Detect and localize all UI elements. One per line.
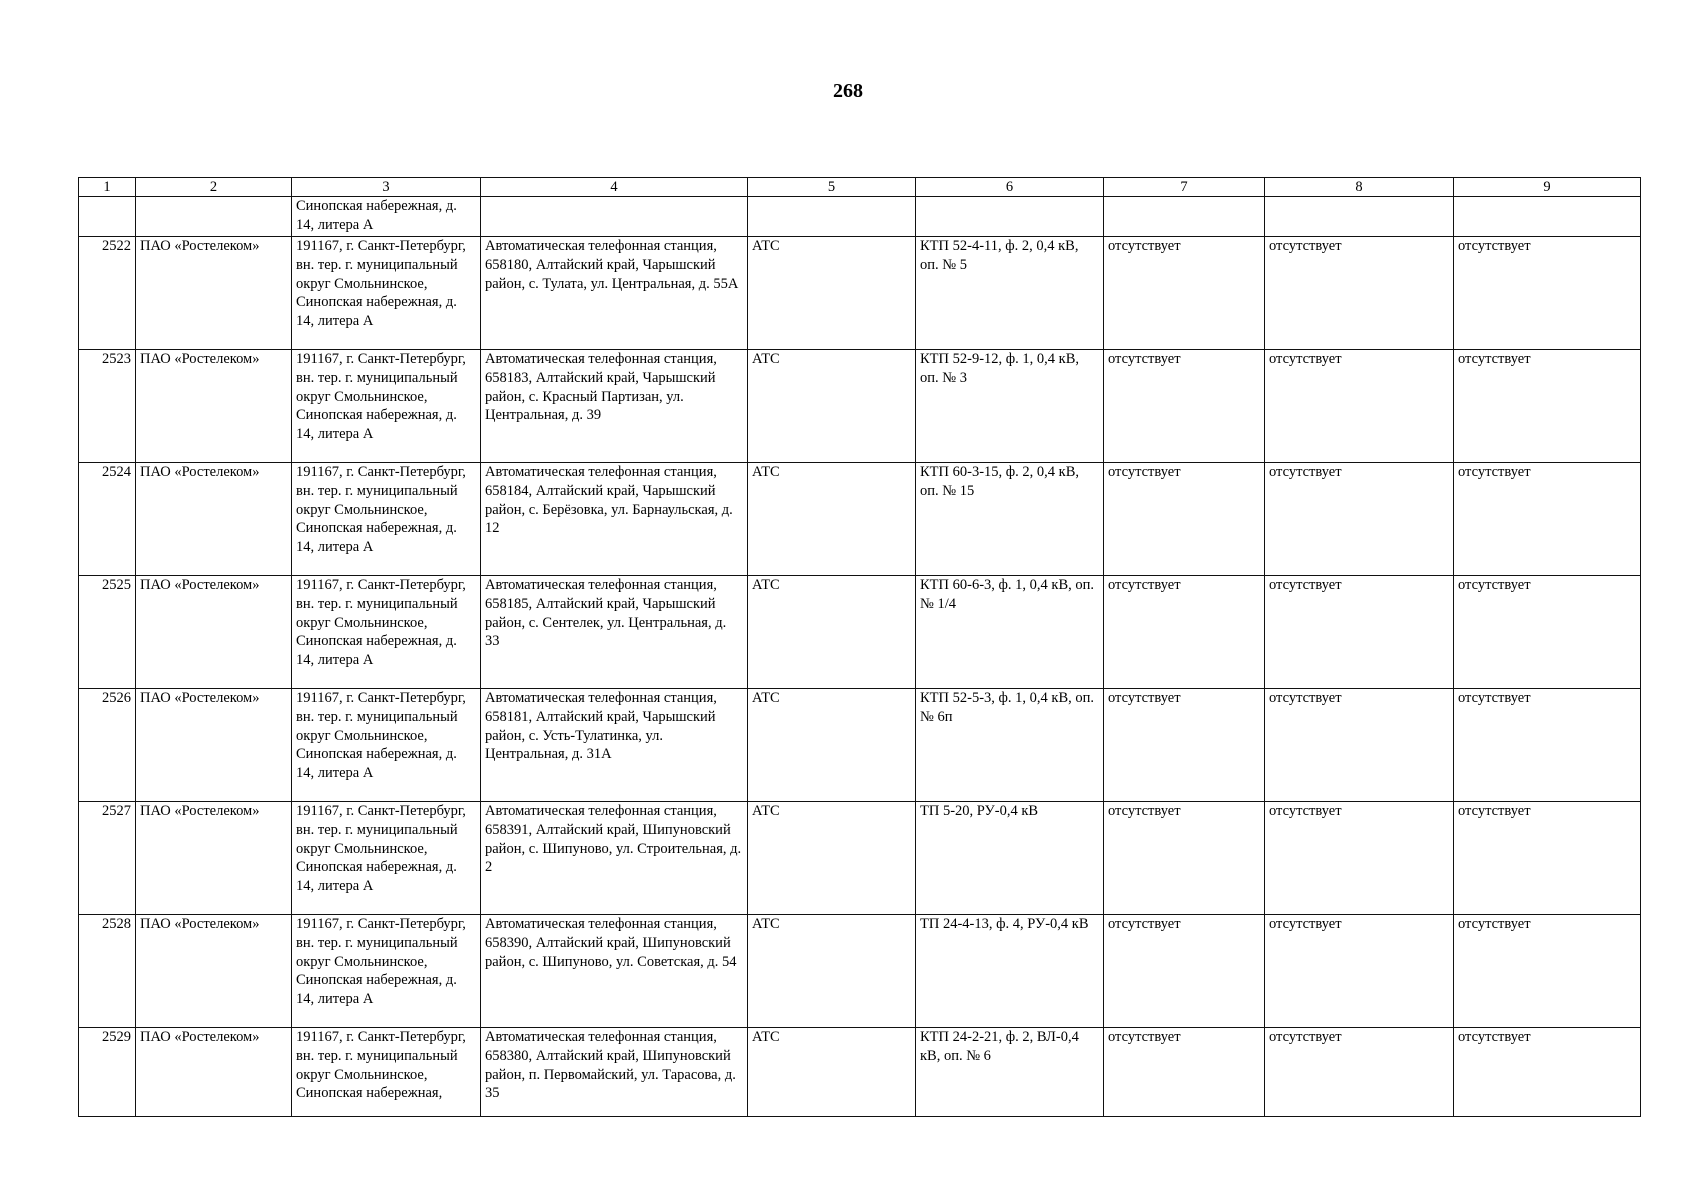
- cell-owner-address: 191167, г. Санкт-Петербург, вн. тер. г. муниципальный округ Смольнинское, Синопская набережная, д. 14, литера А: [292, 576, 481, 689]
- cell-num: 2523: [79, 350, 136, 463]
- cell-owner-address: 191167, г. Санкт-Петербург, вн. тер. г. муниципальный округ Смольнинское, Синопская набережная, д. 14, литера А: [292, 689, 481, 802]
- column-header: 6: [916, 178, 1104, 197]
- cell-owner: [136, 197, 292, 237]
- cell-type: АТС: [748, 463, 916, 576]
- column-header: 3: [292, 178, 481, 197]
- table-row: [79, 915, 1641, 1028]
- cell-col8: отсутствует: [1265, 915, 1454, 1028]
- table-row: [79, 1028, 1641, 1117]
- cell-owner: ПАО «Ростелеком»: [136, 350, 292, 463]
- column-header: 9: [1454, 178, 1641, 197]
- cell-col7: отсутствует: [1104, 350, 1265, 463]
- cell-object: Автоматическая телефонная станция, 658184, Алтайский край, Чарышский район, с. Берёзовка, ул. Барнаульская, д. 12: [481, 463, 748, 576]
- cell-owner: ПАО «Ростелеком»: [136, 689, 292, 802]
- cell-col9: отсутствует: [1454, 350, 1641, 463]
- cell-owner-address: 191167, г. Санкт-Петербург, вн. тер. г. муниципальный округ Смольнинское, Синопская набережная, д. 14, литера А: [292, 463, 481, 576]
- column-header: 8: [1265, 178, 1454, 197]
- cell-num: 2522: [79, 237, 136, 350]
- cell-object: Автоматическая телефонная станция, 658181, Алтайский край, Чарышский район, с. Усть-Тулатинка, ул. Центральная, д. 31А: [481, 689, 748, 802]
- cell-owner: ПАО «Ростелеком»: [136, 237, 292, 350]
- cell-num: 2527: [79, 802, 136, 915]
- cell-col9: отсутствует: [1454, 237, 1641, 350]
- cell-object: Автоматическая телефонная станция, 658390, Алтайский край, Шипуновский район, с. Шипуново, ул. Советская, д. 54: [481, 915, 748, 1028]
- cell-power: КТП 24-2-21, ф. 2, ВЛ-0,4 кВ, оп. № 6: [916, 1028, 1104, 1117]
- cell-owner-address: 191167, г. Санкт-Петербург, вн. тер. г. муниципальный округ Смольнинское, Синопская набережная,: [292, 1028, 481, 1117]
- cell-num: 2528: [79, 915, 136, 1028]
- cell-col9: отсутствует: [1454, 915, 1641, 1028]
- column-header: 4: [481, 178, 748, 197]
- table-row: [79, 689, 1641, 802]
- cell-col7: отсутствует: [1104, 237, 1265, 350]
- cell-col7: отсутствует: [1104, 915, 1265, 1028]
- cell-num: 2524: [79, 463, 136, 576]
- table-row: [79, 802, 1641, 915]
- column-header: 1: [79, 178, 136, 197]
- table-row: [79, 576, 1641, 689]
- cell-object: Автоматическая телефонная станция, 658380, Алтайский край, Шипуновский район, п. Первомайский, ул. Тарасова, д. 35: [481, 1028, 748, 1117]
- cell-col8: отсутствует: [1265, 802, 1454, 915]
- cell-owner-address: 191167, г. Санкт-Петербург, вн. тер. г. муниципальный округ Смольнинское, Синопская набережная, д. 14, литера А: [292, 802, 481, 915]
- cell-owner: ПАО «Ростелеком»: [136, 576, 292, 689]
- cell-object: Автоматическая телефонная станция, 658185, Алтайский край, Чарышский район, с. Сентелек, ул. Центральная, д. 33: [481, 576, 748, 689]
- cell-col9: отсутствует: [1454, 802, 1641, 915]
- cell-col8: [1265, 197, 1454, 237]
- cell-power: КТП 52-5-3, ф. 1, 0,4 кВ, оп. № 6п: [916, 689, 1104, 802]
- cell-col9: [1454, 197, 1641, 237]
- cell-owner: ПАО «Ростелеком»: [136, 1028, 292, 1117]
- cell-power: КТП 60-3-15, ф. 2, 0,4 кВ, оп. № 15: [916, 463, 1104, 576]
- cell-num: 2525: [79, 576, 136, 689]
- cell-col9: отсутствует: [1454, 576, 1641, 689]
- cell-owner: ПАО «Ростелеком»: [136, 915, 292, 1028]
- cell-power: [916, 197, 1104, 237]
- cell-col8: отсутствует: [1265, 350, 1454, 463]
- cell-col7: [1104, 197, 1265, 237]
- cell-type: АТС: [748, 576, 916, 689]
- continuation-row: [79, 197, 1641, 237]
- cell-col8: отсутствует: [1265, 689, 1454, 802]
- registry-table: [78, 177, 1641, 1117]
- table-row: [79, 350, 1641, 463]
- cell-owner-address: 191167, г. Санкт-Петербург, вн. тер. г. муниципальный округ Смольнинское, Синопская набережная, д. 14, литера А: [292, 350, 481, 463]
- column-header: 5: [748, 178, 916, 197]
- cell-col7: отсутствует: [1104, 1028, 1265, 1117]
- cell-power: КТП 52-4-11, ф. 2, 0,4 кВ, оп. № 5: [916, 237, 1104, 350]
- cell-type: АТС: [748, 1028, 916, 1117]
- cell-power: КТП 60-6-3, ф. 1, 0,4 кВ, оп. № 1/4: [916, 576, 1104, 689]
- cell-col7: отсутствует: [1104, 802, 1265, 915]
- cell-type: АТС: [748, 237, 916, 350]
- cell-owner: ПАО «Ростелеком»: [136, 802, 292, 915]
- page-number: 268: [833, 80, 863, 102]
- cell-owner-address: 191167, г. Санкт-Петербург, вн. тер. г. муниципальный округ Смольнинское, Синопская набережная, д. 14, литера А: [292, 915, 481, 1028]
- cell-col8: отсутствует: [1265, 463, 1454, 576]
- cell-type: АТС: [748, 915, 916, 1028]
- cell-power: КТП 52-9-12, ф. 1, 0,4 кВ, оп. № 3: [916, 350, 1104, 463]
- cell-num: 2526: [79, 689, 136, 802]
- cell-col9: отсутствует: [1454, 689, 1641, 802]
- cell-num: 2529: [79, 1028, 136, 1117]
- column-number-row: [79, 178, 1641, 197]
- cell-col8: отсутствует: [1265, 576, 1454, 689]
- cell-object: Автоматическая телефонная станция, 658391, Алтайский край, Шипуновский район, с. Шипуново, ул. Строительная, д. 2: [481, 802, 748, 915]
- cell-type: АТС: [748, 350, 916, 463]
- cell-type: АТС: [748, 689, 916, 802]
- column-header: 7: [1104, 178, 1265, 197]
- cell-col9: отсутствует: [1454, 1028, 1641, 1117]
- cell-type: АТС: [748, 802, 916, 915]
- cell-col8: отсутствует: [1265, 1028, 1454, 1117]
- cell-object: [481, 197, 748, 237]
- cell-col7: отсутствует: [1104, 689, 1265, 802]
- table-row: [79, 463, 1641, 576]
- cell-owner-address: 191167, г. Санкт-Петербург, вн. тер. г. муниципальный округ Смольнинское, Синопская набережная, д. 14, литера А: [292, 237, 481, 350]
- cell-col7: отсутствует: [1104, 463, 1265, 576]
- cell-owner-address: Синопская набережная, д. 14, литера А: [292, 197, 481, 237]
- cell-power: ТП 24-4-13, ф. 4, РУ-0,4 кВ: [916, 915, 1104, 1028]
- cell-object: Автоматическая телефонная станция, 658183, Алтайский край, Чарышский район, с. Красный Партизан, ул. Центральная, д. 39: [481, 350, 748, 463]
- column-header: 2: [136, 178, 292, 197]
- cell-owner: ПАО «Ростелеком»: [136, 463, 292, 576]
- table-row: [79, 237, 1641, 350]
- cell-power: ТП 5-20, РУ-0,4 кВ: [916, 802, 1104, 915]
- cell-col7: отсутствует: [1104, 576, 1265, 689]
- cell-type: [748, 197, 916, 237]
- cell-num: [79, 197, 136, 237]
- cell-col8: отсутствует: [1265, 237, 1454, 350]
- cell-col9: отсутствует: [1454, 463, 1641, 576]
- cell-object: Автоматическая телефонная станция, 658180, Алтайский край, Чарышский район, с. Тулата, ул. Центральная, д. 55А: [481, 237, 748, 350]
